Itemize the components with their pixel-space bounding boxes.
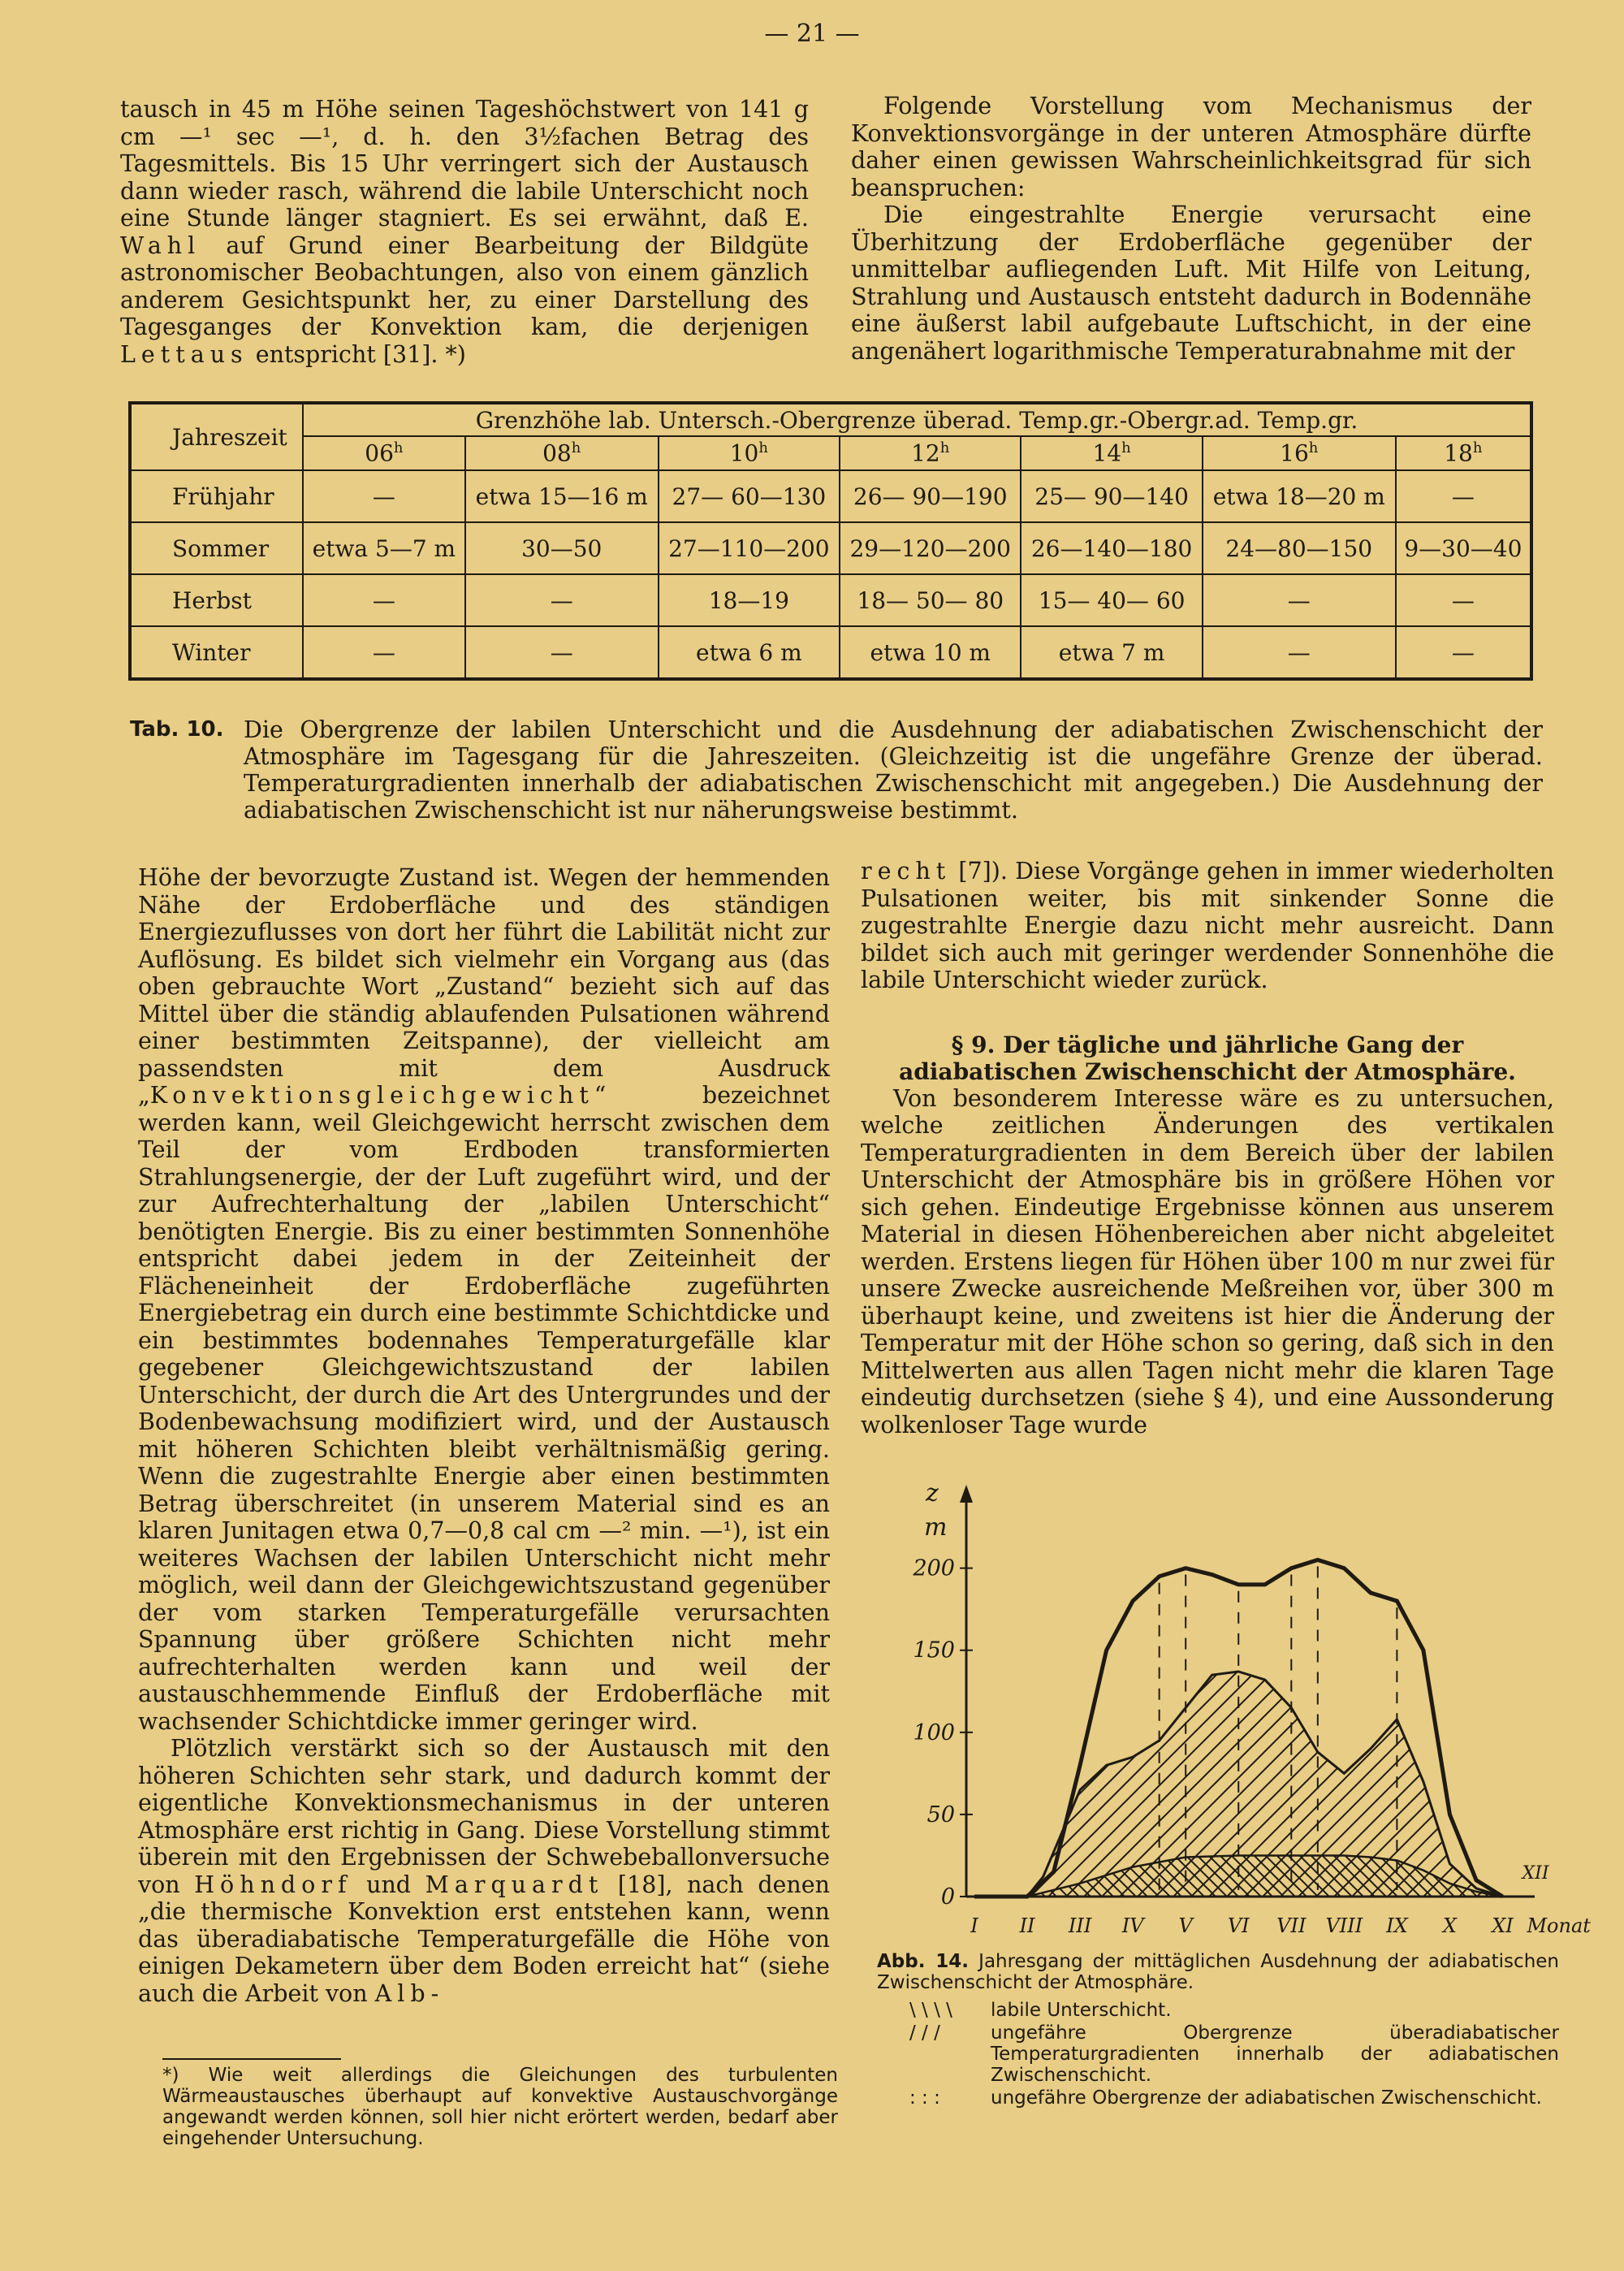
x-tick-label: VI — [1227, 1914, 1250, 1937]
footnote-divider — [162, 2058, 341, 2060]
legend-item — [909, 2022, 1559, 2086]
author-name: Lettaus — [120, 340, 248, 368]
table-cell-season: Herbst — [130, 574, 303, 626]
table-cell: 9—30—40 — [1396, 522, 1531, 574]
paragraph: Von besonderem Interesse wäre es zu untersuchen, welche zeitlichen Änderungen des vertikalen Temperaturgradienten in dem Bereich über der labilen Unterschicht der Atmosphäre bis in größere Höhen vor sich gehen. Eindeutige Ergebnisse können aus unserem Material in diesen Höhenbereichen aber nicht abgeleitet werden. Erstens liegen für Höhen über 100 m nur zwei für unsere Zwecke ausreichende Meßreihen vor, über 300 m überhaupt keine, und zweitens ist hier die Änderung der Temperatur mit der Höhe schon so gering, daß sich in den Mittelwerten aus allen Tagen nicht mehr die klaren Tage eindeutig durchsetzen (siehe § 4), und eine Aussonderung wolkenloser Tage wurde — [861, 1084, 1554, 1438]
table-cell: 27— 60—130 — [659, 470, 840, 522]
legend-text: ungefähre Obergrenze der adiabatischen Zwischenschicht. — [991, 2087, 1542, 2109]
table-cell-season: Sommer — [130, 522, 303, 574]
table-row — [130, 522, 1531, 574]
table-hour-header: 18$^h$ — [1396, 436, 1531, 470]
emphasized-term: Konvektionsgleichgewicht — [149, 1082, 594, 1109]
x-tick-label: V — [1178, 1914, 1193, 1937]
paragraph: Folgende Vorstellung vom Mechanismus der Konvektionsvorgänge in der unteren Atmosphäre dürfte daher einen gewissen Wahrscheinlichkeitsgrad für sich beanspruchen: — [851, 93, 1531, 201]
table-cell-season: Frühjahr — [130, 470, 303, 522]
table-cell: — — [465, 574, 659, 626]
legend-item — [909, 2087, 1559, 2109]
table-cell: 18— 50— 80 — [840, 574, 1021, 626]
table-row — [130, 470, 1531, 522]
paragraph: Höhe der bevorzugte Zustand ist. Wegen der hemmenden Nähe der Erdoberfläche und des ständigen Energiezuflusses von dort her führt die Labilität nicht zur Auflösung. Es bildet sich vielmehr ein Vorgang aus (das oben gebrauchte Wort „Zustand“ bezieht sich auf das Mittel über die ständig ablaufenden Pulsationen während einer bestimmten Zeitspanne), der vielleicht am passendsten mit dem Ausdruck „Konvektionsgleichgewicht“ bezeichnet werden kann, weil Gleichgewicht herrscht zwischen dem Teil der vom Erdboden transformierten Strahlungsenergie, der der Luft zugeführt wird, und der zur Aufrechterhaltung der „labilen Unterschicht“ benötigten Energie. Bis zu einer bestimmten Sonnenhöhe entspricht dabei jedem in der Zeiteinheit der Flächeneinheit der Erdoberfläche zugeführten Energiebetrag ein durch eine bestimmte Schichtdicke und ein bestimmtes bodennahes Temperaturgefälle klar gegebener Gleichgewichtszustand der labilen Unterschicht, der durch die Art des Untergrundes und der Bodenbewachsung modifiziert wird, und der Austausch mit höheren Schichten bleibt verhältnismäßig gering. Wenn die zugestrahlte Energie aber einen bestimmten Betrag überschreitet (in unserem Material sind es an klaren Junitagen etwa 0,7—0,8 cal cm —² min. —¹), ist ein weiteres Wachsen der labilen Unterschicht nicht mehr möglich, weil dann der Gleichgewichtszustand gegenüber der vom starken Temperaturgefälle verursachten Spannung über größere Schichten nicht mehr aufrechterhalten werden kann und weil der austauschhemmende Einfluß der Erdoberfläche mit wachsender Schichtdicke immer geringer wird. — [138, 864, 830, 1735]
table-hour-header: 12$^h$ — [840, 436, 1021, 470]
table-cell: — — [1396, 626, 1531, 679]
footnote: *) Wie weit allerdings die Gleichungen des turbulenten Wärmeaustausches überhaupt auf konvektive Austauschvorgänge angewandt werden können, soll hier nicht erörtert werden, bedarf aber eingehender Untersuchung. — [162, 2065, 838, 2149]
table-cell: — — [1203, 626, 1396, 679]
author-name: Höhndorf — [194, 1871, 352, 1898]
x-tick-label: VIII — [1325, 1914, 1363, 1937]
x-axis-label: Monat — [1527, 1914, 1591, 1937]
y-tick-label: 0 — [940, 1884, 955, 1910]
section-heading: § 9. Der tägliche und jährliche Gang der adiabatischen Zwischenschicht der Atmosphäre. — [899, 1031, 1516, 1085]
table-cell: 18—19 — [659, 574, 840, 626]
left-column-bottom — [138, 864, 830, 2007]
legend-text: labile Unterschicht. — [991, 2000, 1172, 2021]
x-tick-label: IV — [1121, 1914, 1144, 1937]
table-cell: — — [465, 626, 659, 679]
table-hour-header: 16$^h$ — [1203, 436, 1396, 470]
right-column-top — [851, 93, 1531, 365]
table-cell: 29—120—200 — [840, 522, 1021, 574]
table-cell: 27—110—200 — [659, 522, 840, 574]
table-caption-text: Die Obergrenze der labilen Unterschicht und die Ausdehnung der adiabatischen Zwischenschicht der Atmosphäre im Tagesgang für die Jahreszeiten. (Gleichzeitig ist die ungefähre Grenze der überad. Temperaturgradienten innerhalb der adiabatischen Zwischenschicht mit angegeben.) Die Ausdehnung der adiabatischen Zwischenschicht ist nur näherungsweise bestimmt. — [244, 716, 1543, 824]
x-end-label: XII — [1522, 1863, 1549, 1884]
paragraph: Plötzlich verstärkt sich so der Austausch mit den höheren Schichten sehr stark, und dadurch kommt der eigentliche Konvektionsmechanismus in der unteren Atmosphäre erst richtig in Gang. Diese Vorstellung stimmt überein mit den Ergebnissen der Schwebeballonversuche von Höhndorf und Marquardt [18], nach denen „die thermische Konvektion erst entstehen kann, wenn das überadiabatische Temperaturgefälle die Höhe von einigen Dekametern über dem Boden erreicht hat“ (siehe auch die Arbeit von Alb- — [138, 1735, 831, 2007]
table-cell: 26—140—180 — [1021, 522, 1202, 574]
y-tick-label: 200 — [913, 1555, 955, 1581]
y-axis-arrow — [960, 1485, 973, 1503]
y-axis-unit: m — [924, 1513, 948, 1542]
figure-14-chart — [877, 1478, 1591, 1941]
author-name: Marquardt — [425, 1871, 604, 1898]
table-hour-header: 08$^h$ — [465, 436, 659, 470]
x-tick-label: I — [970, 1914, 978, 1937]
x-tick-label: IX — [1386, 1914, 1408, 1937]
table-cell: etwa 18—20 m — [1203, 470, 1396, 522]
x-tick-label: III — [1068, 1914, 1092, 1937]
legend-key-slash-hatch: / / / — [909, 2022, 940, 2044]
legend-text: ungefähre Obergrenze überadiabatischer Temperaturgradienten innerhalb der adiabatischen Zwischenschicht. — [991, 2022, 1559, 2086]
table-cell: 30—50 — [465, 522, 659, 574]
figure-legend — [909, 2000, 1559, 2110]
table-cell: 24—80—150 — [1203, 522, 1396, 574]
table-cell: 26— 90—190 — [840, 470, 1021, 522]
table-row — [130, 626, 1531, 679]
author-name: recht — [861, 858, 952, 885]
x-tick-label: X — [1442, 1914, 1457, 1937]
x-tick-label: XI — [1492, 1914, 1514, 1937]
table-cell: etwa 15—16 m — [465, 470, 659, 522]
legend-key-dashed: : : : — [909, 2087, 940, 2109]
paragraph — [120, 96, 809, 368]
left-column-top — [120, 96, 809, 368]
legend-item — [909, 2000, 1559, 2021]
figure-caption-label: Abb. 14. — [877, 1951, 970, 1972]
right-column-bottom — [861, 858, 1554, 1438]
table-cell: etwa 6 m — [659, 626, 840, 679]
table-hour-header: 14$^h$ — [1021, 436, 1202, 470]
text-run: entspricht [31]. *) — [248, 340, 466, 368]
table-cell: etwa 7 m — [1021, 626, 1202, 679]
text-run: auf Grund einer Bearbeitung der Bildgüte astronomischer Beobachtungen, also von einem gänzlich anderem Gesichtspunkt her, zu einer Darstellung des Tagesganges der Konvektion kam, die derjenigen — [120, 231, 809, 340]
table-cell: etwa 5—7 m — [303, 522, 465, 574]
legend-key-backslash-hatch: \ \ \ \ — [909, 2000, 952, 2021]
x-tick-label: VII — [1276, 1914, 1307, 1937]
table-cell: — — [1396, 574, 1531, 626]
table-cell: — — [303, 574, 465, 626]
y-tick-label: 100 — [913, 1719, 955, 1745]
table-cell: — — [303, 626, 465, 679]
figure-caption — [877, 1951, 1559, 1993]
y-axis-label: z — [926, 1479, 939, 1508]
table-group-header: Grenzhöhe lab. Untersch.-Obergrenze überad. Temp.gr.-Obergr.ad. Temp.gr. — [303, 403, 1531, 436]
table-cell: — — [1396, 470, 1531, 522]
figure-caption-text: Jahresgang der mittäglichen Ausdehnung der adiabatischen Zwischenschicht der Atmosphäre. — [877, 1951, 1559, 1993]
table-cell: — — [1203, 574, 1396, 626]
y-tick-label: 150 — [913, 1637, 955, 1663]
table-hour-header: 06$^h$ — [303, 436, 465, 470]
author-name: Alb- — [374, 1979, 445, 2007]
table-cell: 25— 90—140 — [1021, 470, 1202, 522]
table-10 — [128, 401, 1533, 681]
table-cell: 15— 40— 60 — [1021, 574, 1202, 626]
x-tick-label: II — [1019, 1914, 1035, 1937]
table-cell: — — [303, 470, 465, 522]
paragraph: Die eingestrahlte Energie verursacht eine Überhitzung der Erdoberfläche gegenüber der unmittelbar aufliegenden Luft. Mit Hilfe von Leitung, Strahlung und Austausch entsteht dadurch in Bodennähe eine äußerst labil aufgebaute Luftschicht, in der eine angenähert logarithmische Temperaturabnahme mit der — [851, 201, 1531, 365]
y-tick-label: 50 — [926, 1802, 955, 1828]
paragraph: recht [7]). Diese Vorgänge gehen in immer wiederholten Pulsationen weiter, bis mit sinkender Sonne die zugestrahlte Energie dazu nicht mehr ausreicht. Dann bildet sich auch mit geringer werdender Sonnenhöhe die labile Unterschicht wieder zurück. — [861, 858, 1554, 993]
table-caption-label: Tab. 10. — [130, 717, 224, 742]
table-caption — [130, 715, 1543, 824]
table-cell-season: Winter — [130, 626, 303, 679]
table-row-header: Jahreszeit — [130, 403, 303, 470]
table-row — [130, 574, 1531, 626]
author-name: Wahl — [120, 231, 201, 259]
table-cell: etwa 10 m — [840, 626, 1021, 679]
table-hour-header: 10$^h$ — [659, 436, 840, 470]
text-run: tausch in 45 m Höhe seinen Tageshöchstwert von 141 g cm —¹ sec —¹, d. h. den 3½fachen Betrag des Tagesmittels. Bis 15 Uhr verringert sich der Austausch dann wieder rasch, während die labile Unterschicht noch eine Stunde länger stagniert. Es sei erwähnt, daß E. — [120, 96, 809, 231]
page-number: — 21 — — [764, 19, 860, 48]
